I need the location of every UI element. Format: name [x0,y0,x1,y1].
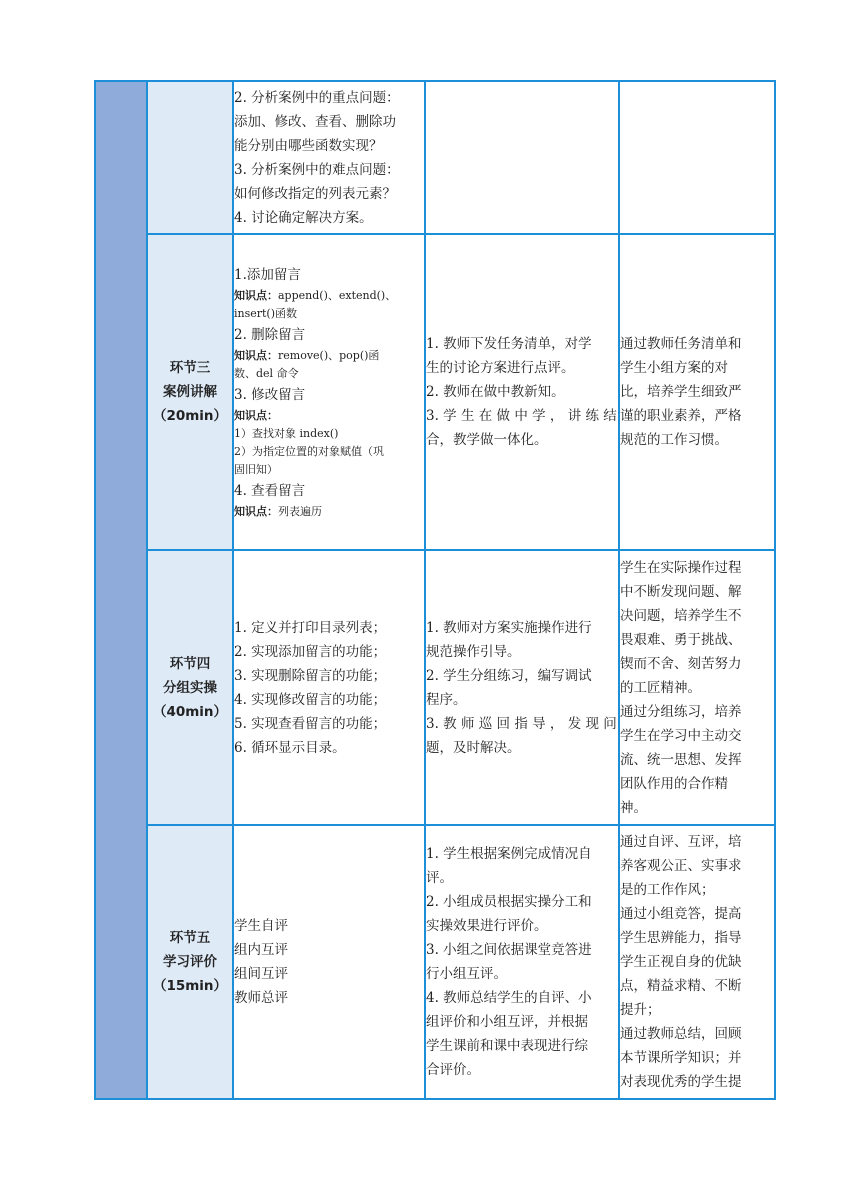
text-line: 合，教学做一体化。 [426,432,548,448]
text-line: 教师总评 [234,990,288,1006]
text-line: 1. 教师对方案实施操作进行 [426,619,592,636]
text-line: 3. 教 师 巡 回 指 导 ， 发 现 问 [426,715,617,732]
text-line: （15min） [152,978,228,994]
knowledge-point-text: 固旧知） [234,463,278,476]
text-line: 决问题，培养学生不 [620,607,742,624]
knowledge-point [234,425,424,443]
table-row [95,81,775,234]
text-line: 能分别由哪些函数实现？ [234,137,383,154]
text-line: 如何修改指定的列表元素？ [234,185,396,202]
text-line: 3. 实现删除留言的功能； [234,667,387,684]
lesson-plan-table [94,80,776,1100]
text-line: 3. 分析案例中的难点问题： [234,161,400,178]
text-line: 神。 [620,799,647,816]
text-line: 学生自评 [234,918,288,934]
knowledge-point-text: 数、del 命令 [234,367,299,380]
text-line: 学生在学习中主动交 [620,727,742,744]
text-line: 养客观公正、实事求 [620,858,742,874]
text-line: （20min） [152,408,228,424]
knowledge-point-label: 知识点： [234,289,278,302]
text-line: 提升； [620,1002,661,1018]
text-line: 组间互评 [234,966,288,982]
text-line: 5. 实现查看留言的功能； [234,715,387,732]
text-line: 本节课所学知识；并 [620,1050,742,1066]
text-line: 2. 学生分组练习，编写调试 [426,667,592,684]
text-line: 学生思辨能力，指导 [620,930,742,946]
knowledge-point [234,407,424,425]
content-cell [233,825,425,1099]
text-line: 学生正视自身的优缺 [620,954,742,970]
knowledge-point-label: 知识点： [234,349,278,362]
design-intent-cell [619,825,775,1099]
text-line: 畏艰难、勇于挑战、 [620,631,742,648]
knowledge-point [234,365,424,383]
text-line: 学生在实际操作过程 [620,559,742,576]
text-line: 学习评价 [163,954,217,970]
text-line: 谨的职业素养，严格 [620,408,742,424]
text-line: 通过分组练习，培养 [620,703,742,720]
lesson-item-title: 4. 查看留言 [234,483,306,499]
knowledge-point-text: append()、extend()、 [278,289,397,302]
text-line: 组评价和小组互评，并根据 [426,1014,588,1030]
text-line: 3. 小组之间依据课堂竞答进 [426,942,592,958]
knowledge-point [234,503,424,521]
text-line: 程序。 [426,691,467,708]
lesson-item-title: 2. 删除留言 [234,327,306,343]
knowledge-point [234,443,424,461]
table-row [95,234,775,550]
text-line: 4. 实现修改留言的功能； [234,691,387,708]
section-side-bar [95,81,147,1099]
text-line: 流、统一思想、发挥 [620,751,742,768]
text-line: 实操效果进行评价。 [426,918,548,934]
table-row [95,550,775,825]
content-cell [233,81,425,234]
stage-cell [147,81,233,234]
text-line: 通过小组竞答，提高 [620,906,742,922]
design-intent-cell [619,81,775,234]
text-line: 对表现优秀的学生提 [620,1074,742,1090]
text-line: 组内互评 [234,942,288,958]
text-line: 4. 教师总结学生的自评、小 [426,990,592,1006]
text-line: 规范的工作习惯。 [620,432,728,448]
text-line: 案例讲解 [163,384,217,400]
text-line: 行小组互评。 [426,966,507,982]
text-line: 通过自评、互评，培 [620,834,742,850]
text-line: 的工匠精神。 [620,679,701,696]
text-line: 生的讨论方案进行点评。 [426,360,575,376]
stage-cell [147,234,233,550]
text-line: 2. 小组成员根据实操分工和 [426,894,592,910]
knowledge-point [234,287,424,305]
text-line: 1. 教师下发任务清单，对学 [426,336,592,352]
knowledge-point [234,347,424,365]
text-line: 锲而不舍、刻苦努力 [620,655,742,672]
text-line: 学生小组方案的对 [620,360,728,376]
lesson-item-title: 3. 修改留言 [234,387,306,403]
knowledge-point-label: 知识点： [234,409,278,422]
text-line: 规范操作引导。 [426,643,521,660]
knowledge-point-label: 知识点： [234,505,278,518]
text-line: 2. 教师在做中教新知。 [426,384,565,400]
text-line: 是的工作作风； [620,882,715,898]
design-intent-cell [619,234,775,550]
text-line: 中不断发现问题、解 [620,583,742,600]
text-line: 1. 定义并打印目录列表； [234,619,387,636]
content-cell [233,550,425,825]
teacher-activity-cell [425,234,619,550]
table-row [95,825,775,1099]
text-line: 合评价。 [426,1062,480,1078]
text-line: 题，及时解决。 [426,739,521,756]
text-line: 比，培养学生细致严 [620,384,742,400]
text-line: 环节四 [169,655,211,672]
text-line: 点，精益求精、不断 [620,978,742,994]
knowledge-point-text: 列表遍历 [278,505,322,518]
teacher-activity-cell [425,550,619,825]
stage-cell [147,825,233,1099]
text-line: 环节三 [169,360,211,376]
text-line: 通过教师任务清单和 [620,336,742,352]
text-line: 分组实操 [163,679,217,696]
text-line: （40min） [152,703,228,720]
stage-cell [147,550,233,825]
lesson-item-title: 1.添加留言 [234,267,301,283]
content-cell [233,234,425,550]
text-line: 6. 循环显示目录。 [234,739,346,756]
text-line: 团队作用的合作精 [620,775,728,792]
text-line: 2. 分析案例中的重点问题： [234,89,400,106]
text-line: 环节五 [169,930,211,946]
text-line: 评。 [426,870,453,886]
text-line: 4. 讨论确定解决方案。 [234,209,373,226]
knowledge-point-text: 1）查找对象 index() [234,427,339,440]
knowledge-point [234,305,424,323]
text-line: 学生课前和课中表现进行综 [426,1038,588,1054]
text-line: 3. 学 生 在 做 中 学 ， 讲 练 结 [426,408,617,424]
knowledge-point-text: remove()、pop()函 [278,349,380,362]
design-intent-cell [619,550,775,825]
knowledge-point-text: 2）为指定位置的对象赋值（巩 [234,445,384,458]
text-line: 1. 学生根据案例完成情况自 [426,846,592,862]
teacher-activity-cell [425,825,619,1099]
text-line: 通过教师总结，回顾 [620,1026,742,1042]
knowledge-point [234,461,424,479]
knowledge-point-text: insert()函数 [234,307,298,320]
text-line: 2. 实现添加留言的功能； [234,643,387,660]
text-line: 添加、修改、查看、删除功 [234,113,396,130]
teacher-activity-cell [425,81,619,234]
